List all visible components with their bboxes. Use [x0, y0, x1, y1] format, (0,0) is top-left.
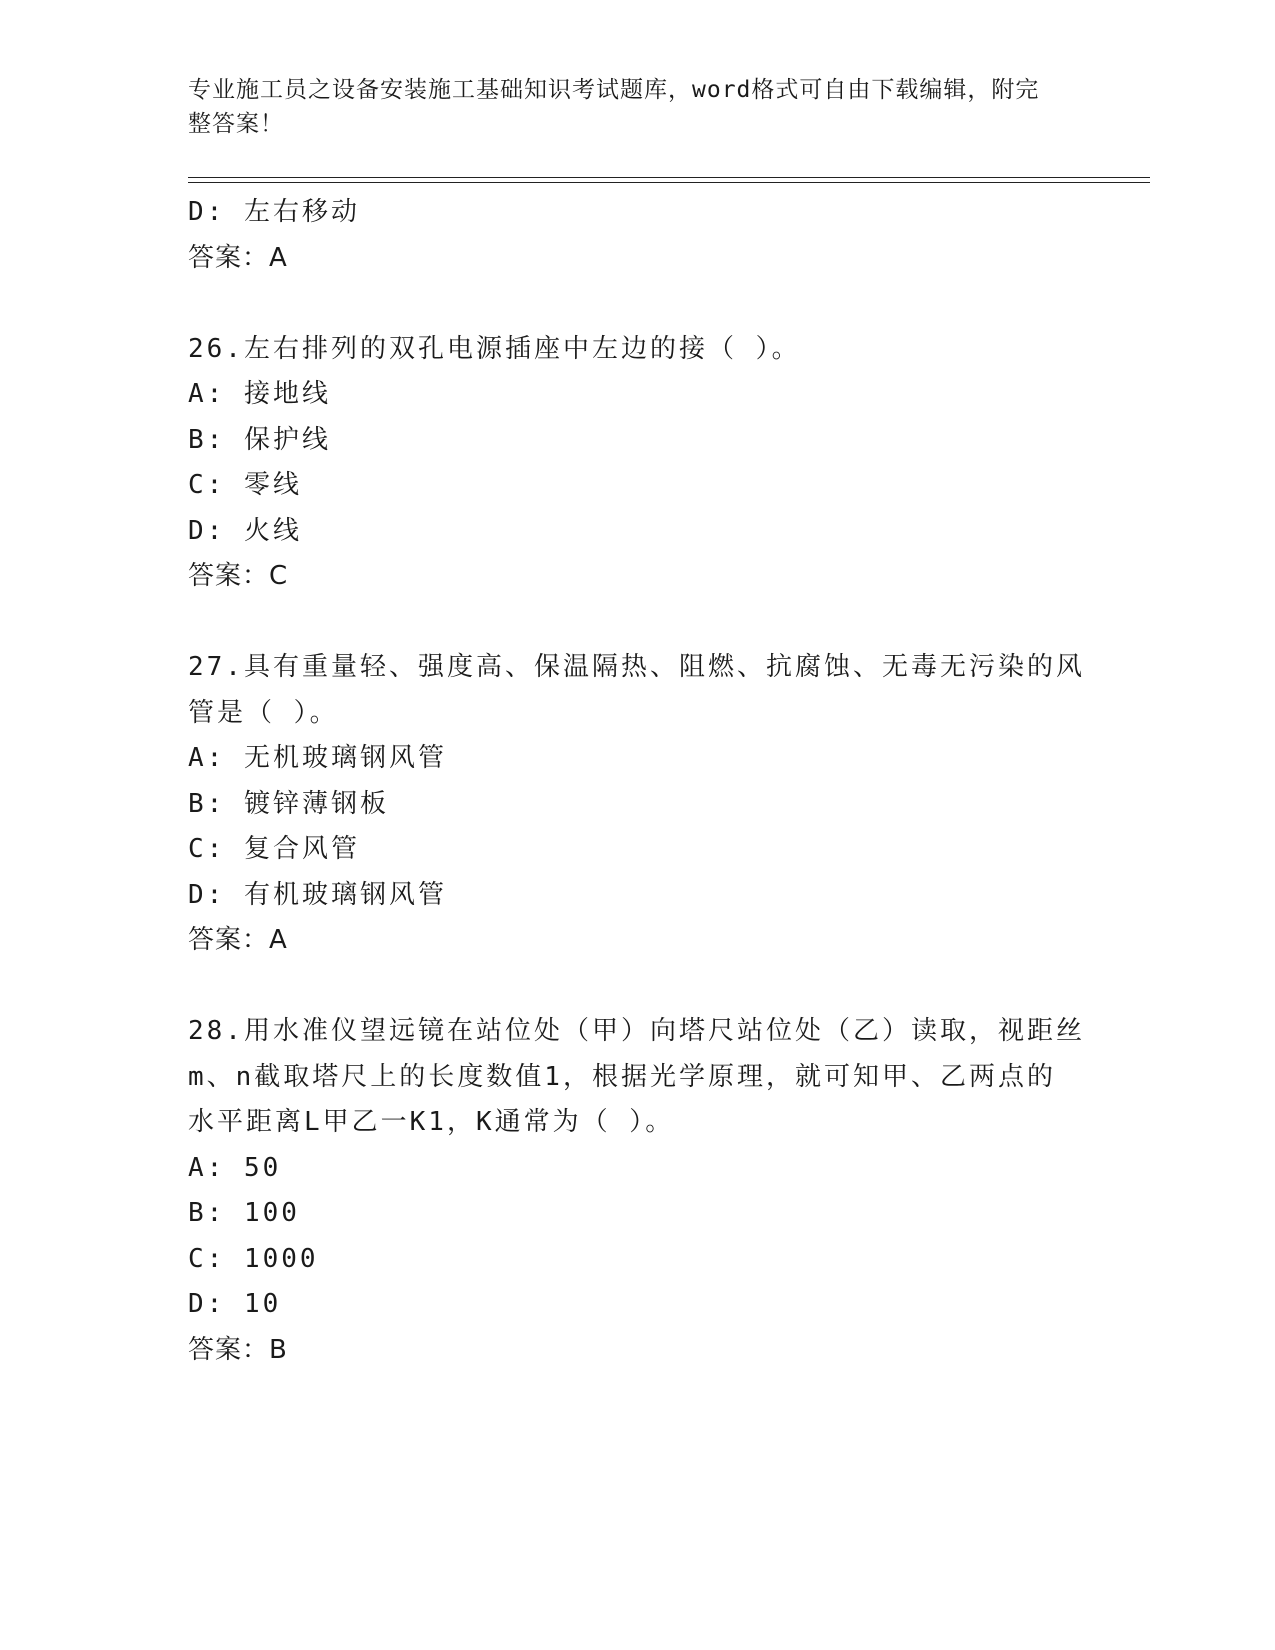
option-b: B: 保护线: [188, 424, 331, 455]
option-c: C: 复合风管: [188, 834, 360, 864]
question-stem-line-2: 管是（ ）。: [188, 697, 339, 728]
question-stem-line-2: m、n截取塔尺上的长度数值1，根据光学原理，就可知甲、乙两点的: [188, 1061, 1056, 1092]
option-c: C: 1000: [188, 1243, 319, 1274]
option-d: D: 有机玻璃钢风管: [188, 879, 447, 910]
answer-line: 答案：A: [188, 242, 288, 273]
question-26: [188, 327, 1088, 600]
question-25-tail: [188, 190, 1088, 281]
option-c: C: 零线: [188, 470, 302, 500]
spacer: [188, 281, 1088, 327]
header-divider-bottom: [188, 182, 1150, 183]
answer-line: 答案：C: [188, 561, 289, 591]
answer-line: 答案：B: [188, 1334, 288, 1365]
question-list: [188, 190, 1088, 1373]
question-stem: 26.左右排列的双孔电源插座中左边的接（ ）。: [188, 333, 801, 364]
question-stem-line-3: 水平距离L甲乙一K1，K通常为（ ）。: [188, 1107, 675, 1137]
spacer: [188, 600, 1088, 646]
option-a: A: 接地线: [188, 379, 331, 409]
header-title-line-1: 专业施工员之设备安装施工基础知识考试题库，word格式可自由下载编辑，附完: [188, 77, 1040, 103]
spacer: [188, 964, 1088, 1010]
option-a: A: 50: [188, 1152, 282, 1183]
option-a: A: 无机玻璃钢风管: [188, 743, 447, 773]
option-b: B: 镀锌薄钢板: [188, 788, 389, 819]
option-d: D: 10: [188, 1289, 282, 1319]
question-28: [188, 1009, 1088, 1373]
question-stem-line-1: 28.用水准仪望远镜在站位处（甲）向塔尺站位处（乙）读取，视距丝: [188, 1016, 1085, 1046]
header-title-line-2: 整答案！: [188, 111, 284, 137]
question-stem-line-1: 27.具有重量轻、强度高、保温隔热、阻燃、抗腐蚀、无毒无污染的风: [188, 652, 1085, 682]
option-b: B: 100: [188, 1198, 300, 1228]
answer-line: 答案：A: [188, 925, 288, 955]
option-d: D: 火线: [188, 515, 302, 546]
option-d: D: 左右移动: [188, 197, 360, 227]
question-27: [188, 645, 1088, 964]
page-header: [188, 73, 1068, 141]
header-divider-top: [188, 177, 1150, 178]
